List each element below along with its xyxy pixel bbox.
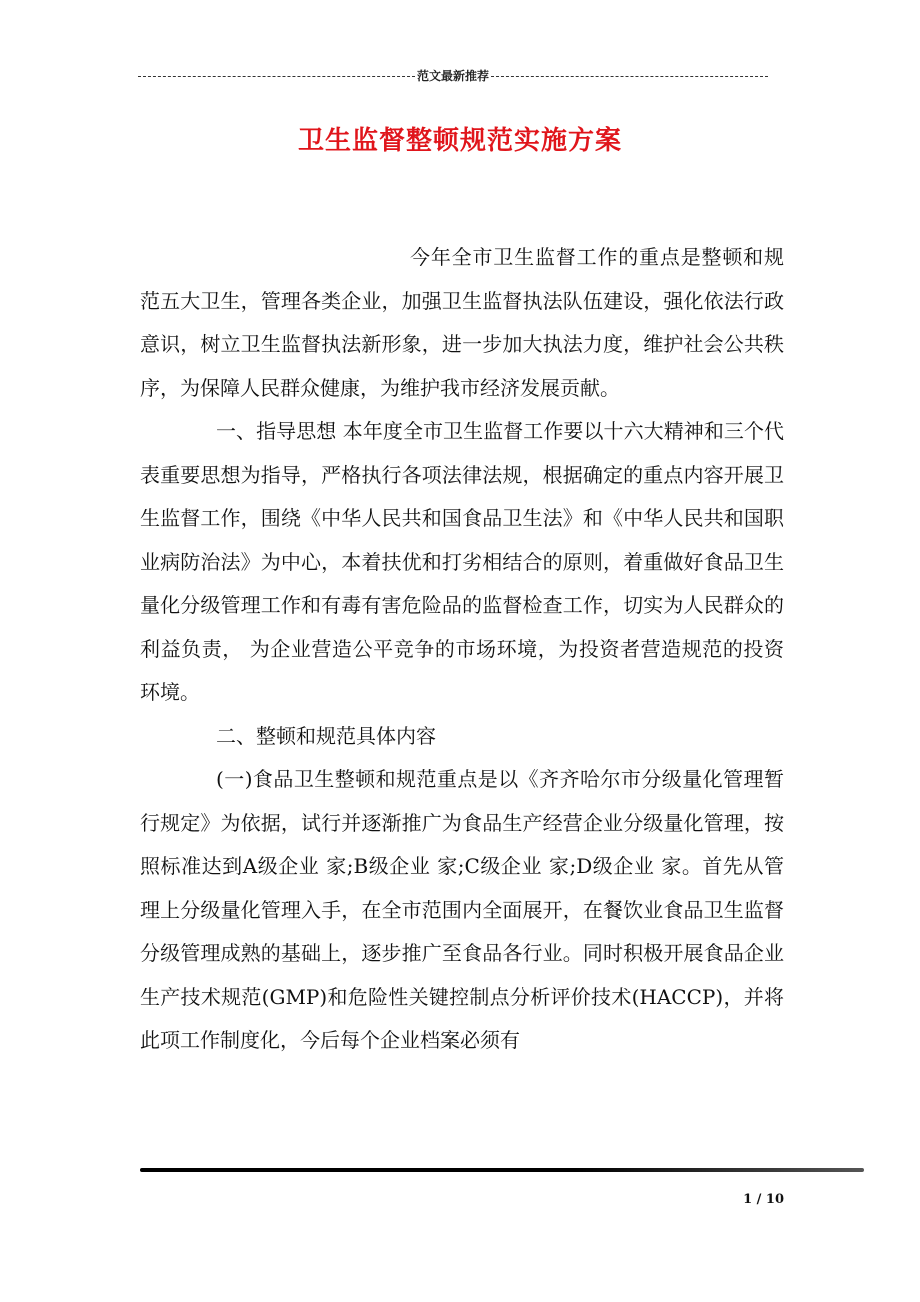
page-header: [138, 67, 768, 85]
paragraph-food-hygiene: (一)食品卫生整顿和规范重点是以《齐齐哈尔市分级量化管理暂行规定》为依据，试行并逐渐推广为食品生产经营企业分级量化管理，按照标准达到A级企业 家;B级企业 家;C级企业 家;D级企业 家。首先从管理上分级量化管理入手，在全市范围内全面展开，在餐饮业食品卫生监督分级管理成熟的基础上，逐步推广至食品各行业。同时积极开展食品企业生产技术规范(GMP)和危险性关键控制点分析评价技术(HACCP)，并将此项工作制度化，今后每个企业档案必须有: [140, 767, 784, 1052]
document-body: [140, 236, 784, 1063]
header-dash-right: [491, 76, 768, 77]
header-label: 范文最新推荐: [417, 69, 490, 83]
paragraph-section-heading: 二、整顿和规范具体内容: [216, 723, 436, 748]
footer-divider: [140, 1168, 864, 1172]
page-number: 1 / 10: [743, 1192, 784, 1207]
header-dash-left: [138, 76, 415, 77]
paragraph-intro: 今年全市卫生监督工作的重点是整顿和规范五大卫生，管理各类企业，加强卫生监督执法队伍建设，强化依法行政意识，树立卫生监督执法新形象，进一步加大执法力度，维护社会公共秩序，为保障人民群众健康，为维护我市经济发展贡献。: [140, 245, 784, 400]
document-title: 卫生监督整顿规范实施方案: [297, 126, 622, 156]
paragraph-guiding-thought: 一、指导思想 本年度全市卫生监督工作要以十六大精神和三个代表重要思想为指导，严格执行各项法律法规，根据确定的重点内容开展卫生监督工作，围绕《中华人民共和国食品卫生法》和《中华人民共和国职业病防治法》为中心，本着扶优和打劣相结合的原则，着重做好食品卫生量化分级管理工作和有毒有害危险品的监督检查工作，切实为人民群众的利益负责， 为企业营造公平竞争的市场环境，为投资者营造规范的投资环境。: [140, 419, 784, 704]
